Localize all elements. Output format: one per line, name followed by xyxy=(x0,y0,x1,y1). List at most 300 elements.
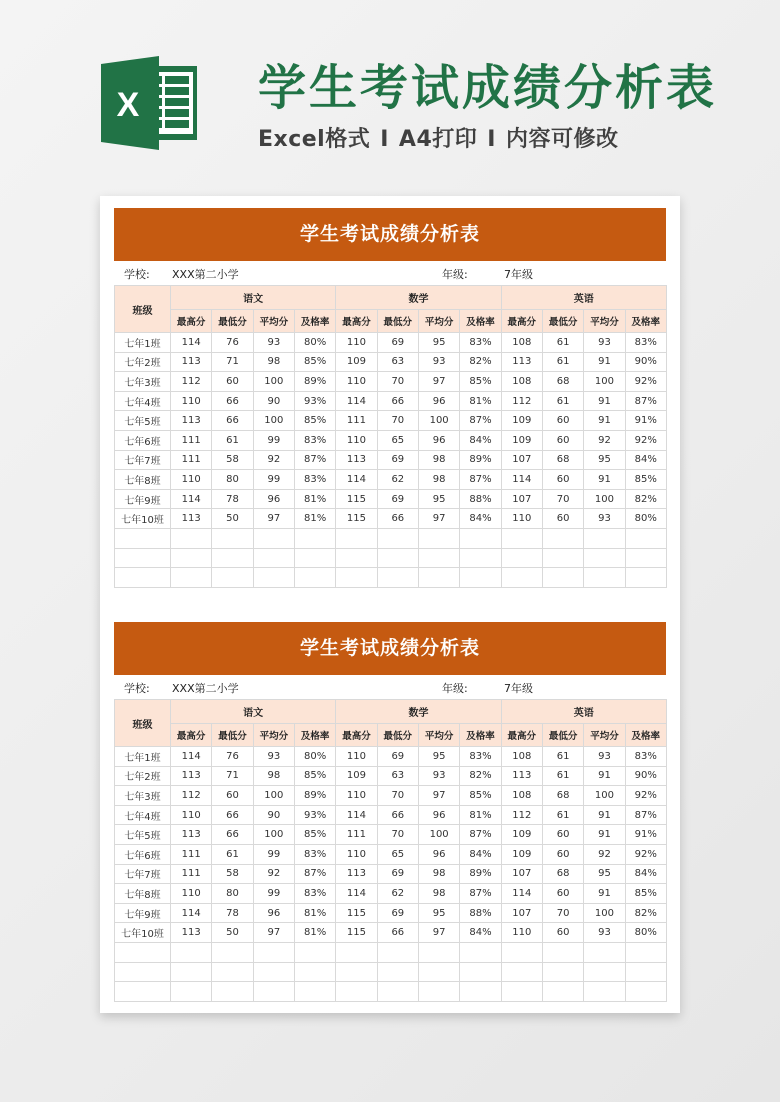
score-cell[interactable]: 80 xyxy=(212,884,253,904)
score-cell[interactable]: 109 xyxy=(336,352,377,372)
score-cell[interactable]: 110 xyxy=(171,391,212,411)
score-cell[interactable]: 83% xyxy=(625,333,666,353)
empty-cell[interactable] xyxy=(377,982,418,1002)
score-cell[interactable]: 61 xyxy=(542,333,583,353)
empty-cell[interactable] xyxy=(460,942,501,962)
class-name-cell[interactable]: 七年5班 xyxy=(115,825,171,845)
score-cell[interactable]: 99 xyxy=(253,844,294,864)
empty-cell[interactable] xyxy=(584,548,625,568)
class-name-cell[interactable]: 七年7班 xyxy=(115,864,171,884)
score-cell[interactable]: 81% xyxy=(294,509,335,529)
empty-cell[interactable] xyxy=(377,528,418,548)
score-cell[interactable]: 87% xyxy=(294,864,335,884)
empty-cell[interactable] xyxy=(542,548,583,568)
score-cell[interactable]: 95 xyxy=(418,747,459,767)
score-cell[interactable]: 95 xyxy=(418,333,459,353)
score-cell[interactable]: 70 xyxy=(377,372,418,392)
score-cell[interactable]: 93 xyxy=(253,333,294,353)
score-cell[interactable]: 97 xyxy=(418,372,459,392)
score-cell[interactable]: 90 xyxy=(253,391,294,411)
score-cell[interactable]: 89% xyxy=(294,372,335,392)
empty-cell[interactable] xyxy=(542,528,583,548)
score-cell[interactable]: 81% xyxy=(460,391,501,411)
score-cell[interactable]: 108 xyxy=(501,747,542,767)
score-cell[interactable]: 69 xyxy=(377,864,418,884)
score-cell[interactable]: 100 xyxy=(418,825,459,845)
score-cell[interactable]: 99 xyxy=(253,884,294,904)
score-cell[interactable]: 61 xyxy=(212,844,253,864)
score-cell[interactable]: 85% xyxy=(460,786,501,806)
score-cell[interactable]: 62 xyxy=(377,470,418,490)
empty-cell[interactable] xyxy=(418,548,459,568)
score-cell[interactable]: 114 xyxy=(171,333,212,353)
empty-cell[interactable] xyxy=(212,982,253,1002)
score-cell[interactable]: 110 xyxy=(336,786,377,806)
score-cell[interactable]: 100 xyxy=(584,903,625,923)
score-cell[interactable]: 58 xyxy=(212,450,253,470)
class-name-cell[interactable]: 七年3班 xyxy=(115,372,171,392)
empty-cell[interactable] xyxy=(501,548,542,568)
score-cell[interactable]: 66 xyxy=(377,805,418,825)
score-cell[interactable]: 111 xyxy=(171,844,212,864)
score-cell[interactable]: 60 xyxy=(542,884,583,904)
score-cell[interactable]: 112 xyxy=(171,372,212,392)
score-cell[interactable]: 92% xyxy=(625,786,666,806)
score-cell[interactable]: 114 xyxy=(501,470,542,490)
score-cell[interactable]: 61 xyxy=(542,747,583,767)
score-cell[interactable]: 93 xyxy=(418,766,459,786)
score-cell[interactable]: 100 xyxy=(584,786,625,806)
score-cell[interactable]: 93 xyxy=(584,747,625,767)
score-cell[interactable]: 83% xyxy=(294,844,335,864)
score-cell[interactable]: 92% xyxy=(625,372,666,392)
score-cell[interactable]: 87% xyxy=(460,825,501,845)
score-cell[interactable]: 68 xyxy=(542,786,583,806)
score-cell[interactable]: 61 xyxy=(542,766,583,786)
score-cell[interactable]: 96 xyxy=(418,430,459,450)
score-cell[interactable]: 66 xyxy=(212,805,253,825)
empty-cell[interactable] xyxy=(253,942,294,962)
class-name-cell[interactable]: 七年10班 xyxy=(115,509,171,529)
score-cell[interactable]: 112 xyxy=(171,786,212,806)
score-cell[interactable]: 110 xyxy=(171,470,212,490)
score-cell[interactable]: 115 xyxy=(336,489,377,509)
score-cell[interactable]: 60 xyxy=(542,509,583,529)
empty-cell[interactable] xyxy=(625,528,666,548)
score-cell[interactable]: 69 xyxy=(377,903,418,923)
score-cell[interactable]: 96 xyxy=(418,844,459,864)
score-cell[interactable]: 93% xyxy=(294,391,335,411)
empty-cell[interactable] xyxy=(294,548,335,568)
score-cell[interactable]: 92 xyxy=(253,864,294,884)
score-cell[interactable]: 110 xyxy=(336,372,377,392)
score-cell[interactable]: 114 xyxy=(336,391,377,411)
score-cell[interactable]: 113 xyxy=(171,825,212,845)
score-cell[interactable]: 109 xyxy=(501,825,542,845)
score-cell[interactable]: 91 xyxy=(584,884,625,904)
score-cell[interactable]: 88% xyxy=(460,489,501,509)
class-name-cell[interactable]: 七年8班 xyxy=(115,884,171,904)
class-name-cell[interactable]: 七年1班 xyxy=(115,333,171,353)
score-cell[interactable]: 80% xyxy=(625,923,666,943)
score-cell[interactable]: 107 xyxy=(501,450,542,470)
score-cell[interactable]: 100 xyxy=(584,372,625,392)
score-cell[interactable]: 99 xyxy=(253,430,294,450)
empty-cell[interactable] xyxy=(212,548,253,568)
empty-cell[interactable] xyxy=(377,962,418,982)
score-cell[interactable]: 69 xyxy=(377,747,418,767)
score-cell[interactable]: 108 xyxy=(501,333,542,353)
school-value[interactable]: XXX第二小学 xyxy=(172,268,239,281)
score-cell[interactable]: 78 xyxy=(212,903,253,923)
score-cell[interactable]: 84% xyxy=(460,923,501,943)
score-cell[interactable]: 99 xyxy=(253,470,294,490)
score-cell[interactable]: 65 xyxy=(377,844,418,864)
score-cell[interactable]: 111 xyxy=(336,825,377,845)
empty-cell[interactable] xyxy=(212,962,253,982)
score-cell[interactable]: 100 xyxy=(253,825,294,845)
score-cell[interactable]: 109 xyxy=(336,766,377,786)
class-name-cell[interactable]: 七年4班 xyxy=(115,391,171,411)
class-name-cell[interactable]: 七年9班 xyxy=(115,489,171,509)
score-cell[interactable]: 81% xyxy=(294,903,335,923)
score-cell[interactable]: 91 xyxy=(584,352,625,372)
empty-cell[interactable] xyxy=(336,568,377,588)
class-name-cell[interactable]: 七年4班 xyxy=(115,805,171,825)
score-cell[interactable]: 108 xyxy=(501,372,542,392)
empty-cell[interactable] xyxy=(171,982,212,1002)
score-cell[interactable]: 113 xyxy=(171,411,212,431)
empty-cell[interactable] xyxy=(625,962,666,982)
score-cell[interactable]: 91% xyxy=(625,411,666,431)
score-cell[interactable]: 70 xyxy=(542,489,583,509)
empty-cell[interactable] xyxy=(336,962,377,982)
empty-cell[interactable] xyxy=(171,548,212,568)
score-cell[interactable]: 97 xyxy=(418,786,459,806)
score-cell[interactable]: 76 xyxy=(212,747,253,767)
score-cell[interactable]: 98 xyxy=(418,884,459,904)
score-cell[interactable]: 107 xyxy=(501,489,542,509)
score-cell[interactable]: 96 xyxy=(418,805,459,825)
score-cell[interactable]: 91 xyxy=(584,805,625,825)
score-cell[interactable]: 92 xyxy=(253,450,294,470)
score-cell[interactable]: 66 xyxy=(377,391,418,411)
score-cell[interactable]: 60 xyxy=(212,786,253,806)
score-cell[interactable]: 111 xyxy=(336,411,377,431)
score-cell[interactable]: 110 xyxy=(336,844,377,864)
score-cell[interactable]: 113 xyxy=(171,923,212,943)
score-cell[interactable]: 96 xyxy=(418,391,459,411)
empty-cell[interactable] xyxy=(501,942,542,962)
score-cell[interactable]: 114 xyxy=(171,903,212,923)
score-cell[interactable]: 113 xyxy=(171,509,212,529)
empty-cell[interactable] xyxy=(171,528,212,548)
score-cell[interactable]: 100 xyxy=(253,372,294,392)
score-cell[interactable]: 109 xyxy=(501,844,542,864)
empty-cell[interactable] xyxy=(171,962,212,982)
score-cell[interactable]: 68 xyxy=(542,372,583,392)
empty-cell[interactable] xyxy=(460,548,501,568)
score-cell[interactable]: 66 xyxy=(377,509,418,529)
score-cell[interactable]: 69 xyxy=(377,489,418,509)
score-cell[interactable]: 93 xyxy=(584,923,625,943)
score-cell[interactable]: 66 xyxy=(212,411,253,431)
empty-cell[interactable] xyxy=(460,982,501,1002)
empty-cell[interactable] xyxy=(212,528,253,548)
score-cell[interactable]: 84% xyxy=(460,430,501,450)
score-cell[interactable]: 87% xyxy=(294,450,335,470)
score-cell[interactable]: 93% xyxy=(294,805,335,825)
class-name-cell[interactable]: 七年5班 xyxy=(115,411,171,431)
score-cell[interactable]: 85% xyxy=(294,411,335,431)
empty-cell[interactable] xyxy=(253,982,294,1002)
empty-cell[interactable] xyxy=(212,942,253,962)
score-cell[interactable]: 50 xyxy=(212,923,253,943)
score-cell[interactable]: 95 xyxy=(418,489,459,509)
empty-cell[interactable] xyxy=(171,568,212,588)
score-cell[interactable]: 92 xyxy=(584,844,625,864)
score-cell[interactable]: 109 xyxy=(501,411,542,431)
score-cell[interactable]: 61 xyxy=(542,391,583,411)
empty-cell[interactable] xyxy=(584,568,625,588)
score-cell[interactable]: 108 xyxy=(501,786,542,806)
score-cell[interactable]: 110 xyxy=(336,747,377,767)
score-cell[interactable]: 110 xyxy=(171,884,212,904)
empty-cell[interactable] xyxy=(542,942,583,962)
score-cell[interactable]: 90 xyxy=(253,805,294,825)
score-cell[interactable]: 61 xyxy=(542,805,583,825)
score-cell[interactable]: 85% xyxy=(294,352,335,372)
score-cell[interactable]: 100 xyxy=(584,489,625,509)
score-cell[interactable]: 71 xyxy=(212,766,253,786)
empty-cell[interactable] xyxy=(501,568,542,588)
score-cell[interactable]: 61 xyxy=(542,352,583,372)
score-cell[interactable]: 113 xyxy=(171,766,212,786)
empty-cell[interactable] xyxy=(377,548,418,568)
score-cell[interactable]: 113 xyxy=(501,352,542,372)
score-cell[interactable]: 85% xyxy=(294,825,335,845)
score-cell[interactable]: 61 xyxy=(212,430,253,450)
score-cell[interactable]: 66 xyxy=(377,923,418,943)
empty-cell[interactable] xyxy=(460,528,501,548)
score-cell[interactable]: 89% xyxy=(460,450,501,470)
score-cell[interactable]: 97 xyxy=(418,509,459,529)
score-cell[interactable]: 76 xyxy=(212,333,253,353)
empty-cell[interactable] xyxy=(418,568,459,588)
score-cell[interactable]: 60 xyxy=(542,430,583,450)
score-cell[interactable]: 80 xyxy=(212,470,253,490)
score-cell[interactable]: 60 xyxy=(542,411,583,431)
score-cell[interactable]: 111 xyxy=(171,864,212,884)
score-cell[interactable]: 92% xyxy=(625,430,666,450)
score-cell[interactable]: 60 xyxy=(542,923,583,943)
empty-cell[interactable] xyxy=(253,962,294,982)
score-cell[interactable]: 95 xyxy=(584,450,625,470)
empty-cell[interactable] xyxy=(253,528,294,548)
score-cell[interactable]: 97 xyxy=(418,923,459,943)
score-cell[interactable]: 93 xyxy=(418,352,459,372)
empty-cell[interactable] xyxy=(418,962,459,982)
empty-cell[interactable] xyxy=(584,962,625,982)
score-cell[interactable]: 113 xyxy=(336,864,377,884)
score-cell[interactable]: 109 xyxy=(501,430,542,450)
empty-cell[interactable] xyxy=(584,982,625,1002)
empty-cell[interactable] xyxy=(460,568,501,588)
score-cell[interactable]: 85% xyxy=(460,372,501,392)
score-cell[interactable]: 69 xyxy=(377,333,418,353)
score-cell[interactable]: 100 xyxy=(253,411,294,431)
score-cell[interactable]: 66 xyxy=(212,391,253,411)
score-cell[interactable]: 85% xyxy=(625,470,666,490)
score-cell[interactable]: 100 xyxy=(418,411,459,431)
score-cell[interactable]: 113 xyxy=(501,766,542,786)
score-cell[interactable]: 91 xyxy=(584,825,625,845)
empty-cell[interactable] xyxy=(501,982,542,1002)
score-cell[interactable]: 111 xyxy=(171,430,212,450)
score-cell[interactable]: 114 xyxy=(501,884,542,904)
empty-cell[interactable] xyxy=(377,568,418,588)
empty-cell[interactable] xyxy=(625,942,666,962)
score-cell[interactable]: 70 xyxy=(377,411,418,431)
empty-cell[interactable] xyxy=(418,982,459,1002)
grade-value[interactable]: 7年级 xyxy=(504,268,533,281)
empty-cell[interactable] xyxy=(336,528,377,548)
score-cell[interactable]: 90% xyxy=(625,766,666,786)
empty-cell[interactable] xyxy=(294,962,335,982)
empty-cell[interactable] xyxy=(294,982,335,1002)
empty-cell[interactable] xyxy=(294,942,335,962)
score-cell[interactable]: 68 xyxy=(542,450,583,470)
empty-cell[interactable] xyxy=(336,548,377,568)
score-cell[interactable]: 82% xyxy=(460,766,501,786)
score-cell[interactable]: 84% xyxy=(460,509,501,529)
score-cell[interactable]: 110 xyxy=(501,509,542,529)
score-cell[interactable]: 100 xyxy=(253,786,294,806)
class-name-cell[interactable]: 七年3班 xyxy=(115,786,171,806)
score-cell[interactable]: 87% xyxy=(460,884,501,904)
empty-cell[interactable] xyxy=(542,982,583,1002)
class-name-cell[interactable]: 七年6班 xyxy=(115,430,171,450)
score-cell[interactable]: 95 xyxy=(584,864,625,884)
score-cell[interactable]: 111 xyxy=(171,450,212,470)
score-cell[interactable]: 98 xyxy=(253,352,294,372)
score-cell[interactable]: 70 xyxy=(377,786,418,806)
score-cell[interactable]: 63 xyxy=(377,766,418,786)
score-cell[interactable]: 81% xyxy=(294,489,335,509)
score-cell[interactable]: 82% xyxy=(460,352,501,372)
empty-cell[interactable] xyxy=(377,942,418,962)
empty-cell[interactable] xyxy=(115,942,171,962)
score-cell[interactable]: 91 xyxy=(584,470,625,490)
empty-cell[interactable] xyxy=(171,942,212,962)
score-cell[interactable]: 63 xyxy=(377,352,418,372)
score-cell[interactable]: 92 xyxy=(584,430,625,450)
class-name-cell[interactable]: 七年2班 xyxy=(115,766,171,786)
empty-cell[interactable] xyxy=(115,528,171,548)
score-cell[interactable]: 114 xyxy=(171,489,212,509)
empty-cell[interactable] xyxy=(542,962,583,982)
score-cell[interactable]: 83% xyxy=(294,470,335,490)
score-cell[interactable]: 88% xyxy=(460,903,501,923)
score-cell[interactable]: 113 xyxy=(171,352,212,372)
score-cell[interactable]: 110 xyxy=(171,805,212,825)
empty-cell[interactable] xyxy=(212,568,253,588)
score-cell[interactable]: 60 xyxy=(542,470,583,490)
empty-cell[interactable] xyxy=(294,568,335,588)
empty-cell[interactable] xyxy=(115,568,171,588)
score-cell[interactable]: 84% xyxy=(460,844,501,864)
score-cell[interactable]: 87% xyxy=(625,391,666,411)
empty-cell[interactable] xyxy=(115,962,171,982)
score-cell[interactable]: 91 xyxy=(584,766,625,786)
empty-cell[interactable] xyxy=(336,942,377,962)
score-cell[interactable]: 60 xyxy=(542,825,583,845)
score-cell[interactable]: 97 xyxy=(253,923,294,943)
score-cell[interactable]: 89% xyxy=(460,864,501,884)
score-cell[interactable]: 115 xyxy=(336,509,377,529)
score-cell[interactable]: 107 xyxy=(501,864,542,884)
score-cell[interactable]: 114 xyxy=(336,805,377,825)
score-cell[interactable]: 71 xyxy=(212,352,253,372)
score-cell[interactable]: 83% xyxy=(625,747,666,767)
score-cell[interactable]: 97 xyxy=(253,509,294,529)
score-cell[interactable]: 92% xyxy=(625,844,666,864)
score-cell[interactable]: 91% xyxy=(625,825,666,845)
class-name-cell[interactable]: 七年1班 xyxy=(115,747,171,767)
score-cell[interactable]: 87% xyxy=(460,411,501,431)
score-cell[interactable]: 66 xyxy=(212,825,253,845)
score-cell[interactable]: 70 xyxy=(377,825,418,845)
score-cell[interactable]: 80% xyxy=(294,747,335,767)
empty-cell[interactable] xyxy=(625,548,666,568)
empty-cell[interactable] xyxy=(501,528,542,548)
score-cell[interactable]: 83% xyxy=(460,333,501,353)
empty-cell[interactable] xyxy=(542,568,583,588)
score-cell[interactable]: 83% xyxy=(460,747,501,767)
score-cell[interactable]: 98 xyxy=(418,470,459,490)
empty-cell[interactable] xyxy=(115,548,171,568)
empty-cell[interactable] xyxy=(418,942,459,962)
empty-cell[interactable] xyxy=(336,982,377,1002)
empty-cell[interactable] xyxy=(115,982,171,1002)
score-cell[interactable]: 80% xyxy=(625,509,666,529)
score-cell[interactable]: 89% xyxy=(294,786,335,806)
score-cell[interactable]: 114 xyxy=(171,747,212,767)
score-cell[interactable]: 82% xyxy=(625,489,666,509)
score-cell[interactable]: 113 xyxy=(336,450,377,470)
score-cell[interactable]: 114 xyxy=(336,884,377,904)
class-name-cell[interactable]: 七年8班 xyxy=(115,470,171,490)
score-cell[interactable]: 82% xyxy=(625,903,666,923)
empty-cell[interactable] xyxy=(501,962,542,982)
score-cell[interactable]: 65 xyxy=(377,430,418,450)
score-cell[interactable]: 110 xyxy=(336,333,377,353)
score-cell[interactable]: 98 xyxy=(418,864,459,884)
score-cell[interactable]: 78 xyxy=(212,489,253,509)
score-cell[interactable]: 110 xyxy=(336,430,377,450)
score-cell[interactable]: 85% xyxy=(625,884,666,904)
score-cell[interactable]: 60 xyxy=(212,372,253,392)
empty-cell[interactable] xyxy=(418,528,459,548)
class-name-cell[interactable]: 七年6班 xyxy=(115,844,171,864)
score-cell[interactable]: 69 xyxy=(377,450,418,470)
class-name-cell[interactable]: 七年7班 xyxy=(115,450,171,470)
score-cell[interactable]: 115 xyxy=(336,903,377,923)
score-cell[interactable]: 93 xyxy=(253,747,294,767)
score-cell[interactable]: 80% xyxy=(294,333,335,353)
score-cell[interactable]: 95 xyxy=(418,903,459,923)
score-cell[interactable]: 112 xyxy=(501,805,542,825)
